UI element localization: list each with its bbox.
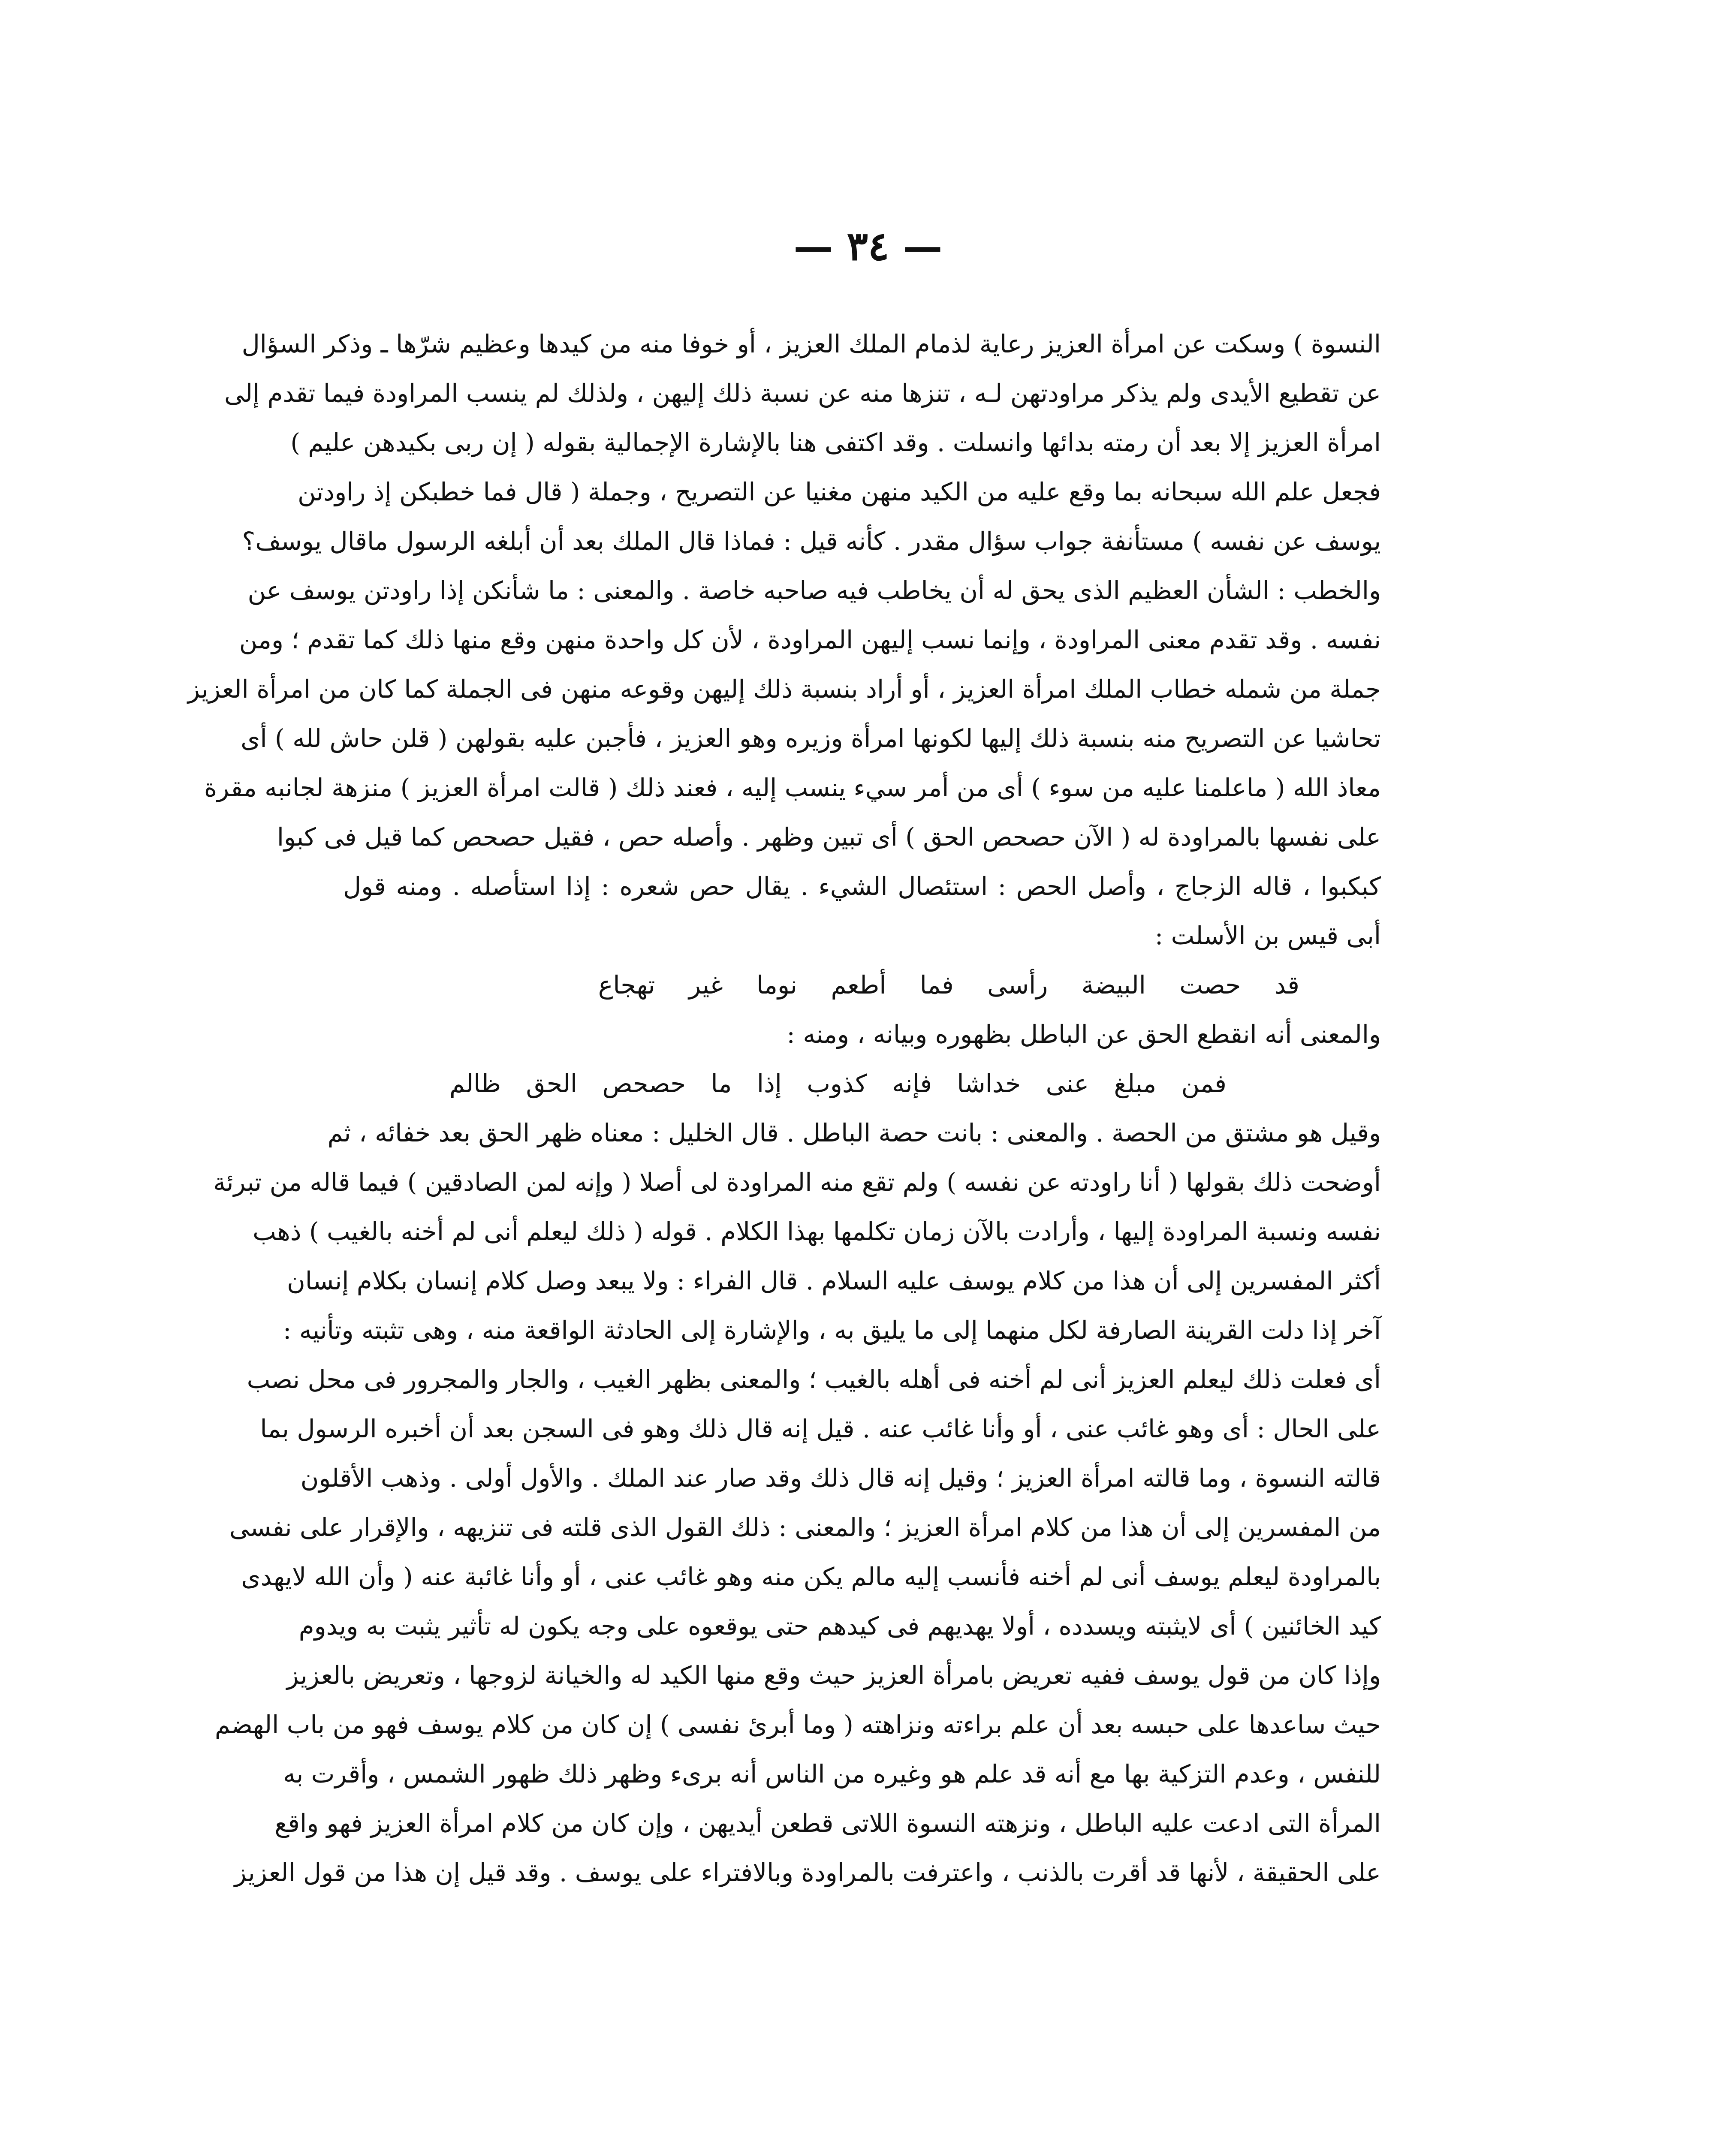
- text-line: أى فعلت ذلك ليعلم العزيز أنى لم أخنه فى أهله بالغيب ؛ والمعنى بظهر الغيب ، والجار والمجرور فى محل نصب: [247, 1365, 1381, 1394]
- text-line: آخر إذا دلت القرينة الصارفة لكل منهما إلى ما يليق به ، والإشارة إلى الحادثة الواقعة منه ، وهى تثبته وتأنيه :: [283, 1316, 1381, 1345]
- text-line: وقيل هو مشتق من الحصة . والمعنى : بانت حصة الباطل . قال الخليل : معناه ظهر الحق بعد خفائه ، ثم: [327, 1118, 1381, 1147]
- text-line: امرأة العزيز إلا بعد أن رمته بدائها وانسلت . وقد اكتفى هنا بالإشارة الإجمالية بقوله ( إن ربى بكيدهن عليم ): [290, 428, 1381, 457]
- text-line: نفسه ونسبة المراودة إليها ، وأرادت بالآن زمان تكلمها بهذا الكلام . قوله ( ذلك ليعلم أنى لم أخنه بالغيب ) ذهب: [253, 1217, 1381, 1246]
- body-text: [187, 319, 1381, 1897]
- text-line: جملة من شمله خطاب الملك امرأة العزيز ، أو أراد بنسبة ذلك إليهن وقوعه منهن فى الجملة كما كان من امرأة العزيز: [187, 675, 1381, 704]
- text-line: أكثر المفسرين إلى أن هذا من كلام يوسف عليه السلام . قال الفراء : ولا يبعد وصل كلام إنسان بكلام إنسان: [287, 1266, 1381, 1295]
- text-line: والخطب : الشأن العظيم الذى يحق له أن يخاطب فيه صاحبه خاصة . والمعنى : ما شأنكن إذا راودتن يوسف عن: [247, 576, 1381, 605]
- text-line: للنفس ، وعدم التزكية بها مع أنه قد علم هو وغيره من الناس أنه برىء وظهر ذلك ظهور الشمس ، وأقرت به: [283, 1759, 1381, 1789]
- text-line: من المفسرين إلى أن هذا من كلام امرأة العزيز ؛ والمعنى : ذلك القول الذى قلته فى تنزيهه ، والإقرار على نفسى: [229, 1513, 1381, 1542]
- poetry-verse: قد حصت البيضة رأسى فما أطعم نوما غير تهجاع: [598, 970, 1299, 1000]
- text-line: تحاشيا عن التصريح منه بنسبة ذلك إليها لكونها امرأة وزيره وهو العزيز ، فأجبن عليه بقولهن ( قلن حاش لله ) أى: [241, 724, 1381, 753]
- page-number: — ٣٤ —: [793, 223, 943, 269]
- text-line: النسوة ) وسكت عن امرأة العزيز رعاية لذمام الملك العزيز ، أو خوفا منه من كيدها وعظيم شرّها ـ وذكر السؤال: [241, 329, 1381, 358]
- text-line: فجعل علم الله سبحانه بما وقع عليه من الكيد منهن مغنيا عن التصريح ، وجملة ( قال فما خطبكن إذ راودتن: [297, 477, 1381, 506]
- text-line: بالمراودة ليعلم يوسف أنى لم أخنه فأنسب إليه مالم يكن منه وهو غائب عنى ، أو وأنا غائبة عنه ( وأن الله لايهدى: [241, 1562, 1381, 1591]
- text-line: يوسف عن نفسه ) مستأنفة جواب سؤال مقدر . كأنه قيل : فماذا قال الملك بعد أن أبلغه الرسول ماقال يوسف؟: [242, 527, 1381, 556]
- text-line: كيد الخائنين ) أى لايثبته ويسدده ، أولا يهديهم فى كيدهم حتى يوقعوه على وجه يكون له تأثير يثبت به ويدوم: [298, 1611, 1381, 1641]
- text-line: أوضحت ذلك بقولها ( أنا راودته عن نفسه ) ولم تقع منه المراودة لى أصلا ( وإنه لمن الصادقين ) فيما قاله من تبرئة: [213, 1168, 1381, 1197]
- text-line: على الحال : أى وهو غائب عنى ، أو وأنا غائب عنه . قيل إنه قال ذلك وهو فى السجن بعد أن أخبره الرسول بما: [260, 1414, 1381, 1443]
- text-line: على نفسها بالمراودة له ( الآن حصحص الحق ) أى تبين وظهر . وأصله حص ، فقيل حصحص كما قيل فى كبوا: [277, 822, 1381, 852]
- text-line: معاذ الله ( ماعلمنا عليه من سوء ) أى من أمر سيء ينسب إليه ، فعند ذلك ( قالت امرأة العزيز ) منزهة لجانبه مقرة: [204, 773, 1381, 802]
- text-line: قالته النسوة ، وما قالته امرأة العزيز ؛ وقيل إنه قال ذلك وقد صار عند الملك . والأول أولى . وذهب الأقلون: [300, 1463, 1381, 1493]
- text-line: كبكبوا ، قاله الزجاج ، وأصل الحص : استئصال الشيء . يقال حص شعره : إذا استأصله . ومنه قول: [343, 872, 1381, 901]
- text-line: نفسه . وقد تقدم معنى المراودة ، وإنما نسب إليهن المراودة ، لأن كل واحدة منهن وقع منها ذلك كما تقدم ؛ ومن: [239, 625, 1381, 654]
- text-line: أبى قيس بن الأسلت :: [1154, 921, 1381, 950]
- text-line: المرأة التى ادعت عليه الباطل ، ونزهته النسوة اللاتى قطعن أيديهن ، وإن كان من كلام امرأة العزيز فهو واقع: [274, 1809, 1381, 1838]
- text-line: وإذا كان من قول يوسف ففيه تعريض بامرأة العزيز حيث وقع منها الكيد له والخيانة لزوجها ، وتعريض بالعزيز: [286, 1661, 1381, 1690]
- poetry-verse: فمن مبلغ عنى خداشا فإنه كذوب إذا ما حصحص الحق ظالم: [449, 1069, 1227, 1098]
- text-line: عن تقطيع الأيدى ولم يذكر مراودتهن لـه ، تنزها منه عن نسبة ذلك إليهن ، ولذلك لم ينسب المراودة فيما تقدم إلى: [224, 379, 1381, 408]
- text-line: حيث ساعدها على حبسه بعد أن علم براءته ونزاهته ( وما أبرئ نفسى ) إن كان من كلام يوسف فهو من باب الهضم: [214, 1710, 1381, 1739]
- text-line: والمعنى أنه انقطع الحق عن الباطل بظهوره وبيانه ، ومنه :: [787, 1020, 1381, 1049]
- text-line: على الحقيقة ، لأنها قد أقرت بالذنب ، واعترفت بالمراودة وبالافتراء على يوسف . وقد قيل إن هذا من قول العزيز: [234, 1858, 1381, 1887]
